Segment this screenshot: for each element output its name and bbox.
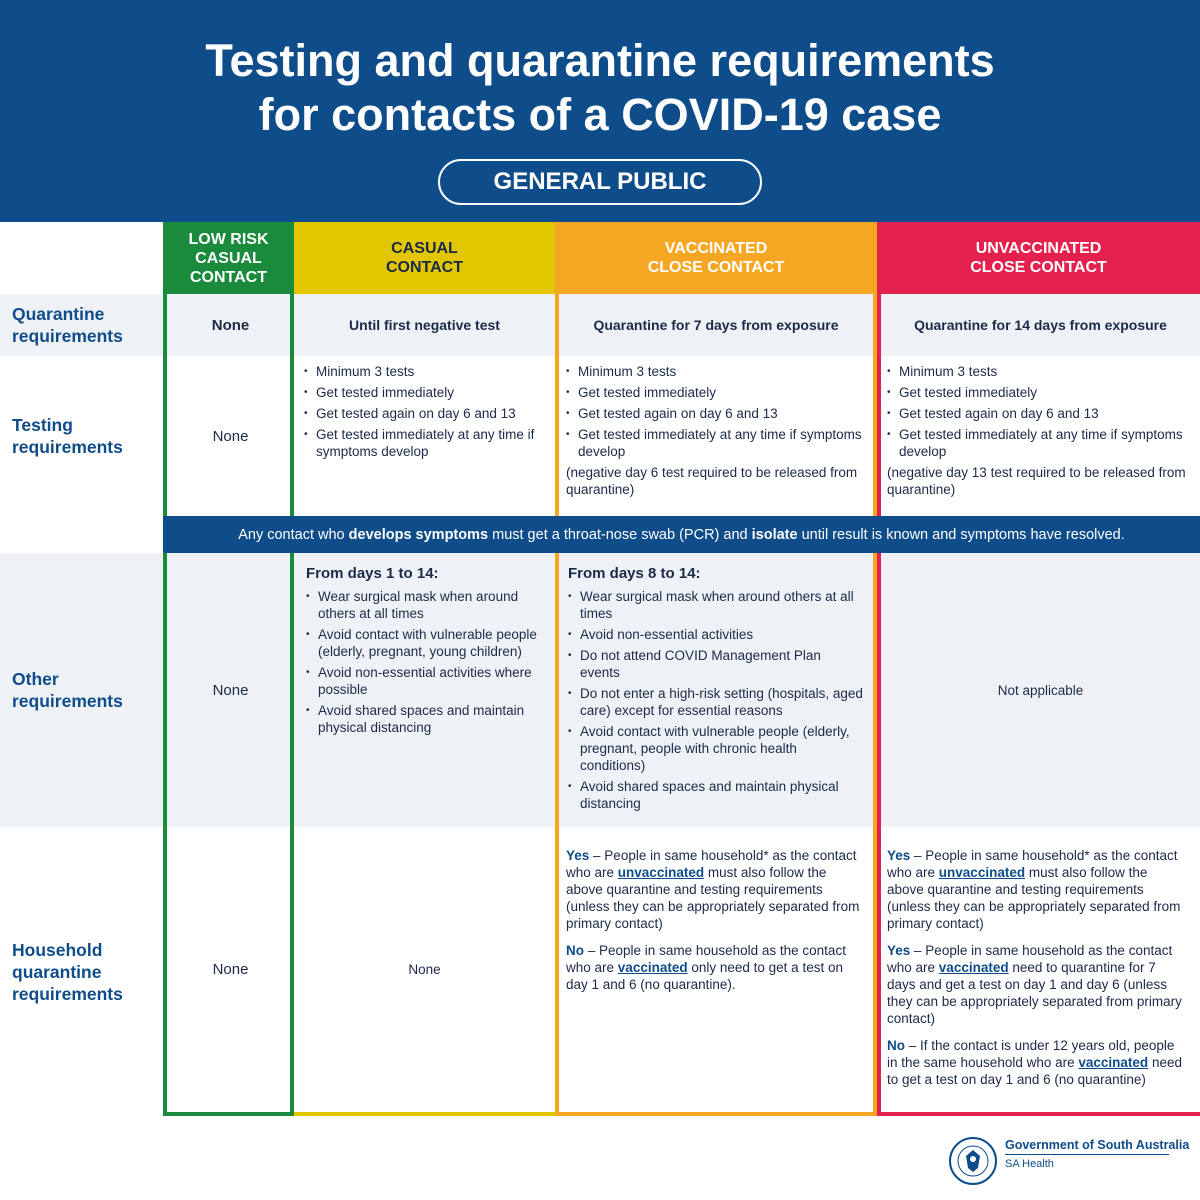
list-item: • Wear surgical mask when around others at all times <box>568 588 864 622</box>
footer-divider <box>1005 1154 1169 1155</box>
cell-other-unvaccinated-close: Not applicable <box>997 682 1084 698</box>
list-item: • Get tested again on day 6 and 13 <box>887 405 1187 422</box>
sa-government-emblem-icon <box>948 1136 998 1186</box>
cell-quarantine-casual: Until first negative test <box>349 316 500 333</box>
cell-quarantine-unvaccinated-close: Quarantine for 14 days from exposure <box>914 316 1167 333</box>
cell-household-vaccinated-close <box>566 847 866 1003</box>
list-item: • Do not attend COVID Management Plan events <box>568 647 864 681</box>
household-rule: Yes – People in same household* as the contact who are unvaccinated must also follow the above quarantine and testing requirements (unless they can be appropriately separated from primary contact) <box>566 848 860 931</box>
cell-testing-unvaccinated-close <box>887 363 1187 498</box>
list-item: • Get tested immediately at any time if symptoms develop <box>566 426 866 460</box>
cell-testing-vaccinated-close <box>566 363 866 498</box>
column-header-unvaccinated-close: UNVACCINATED CLOSE CONTACT <box>877 222 1200 294</box>
household-rule: Yes – People in same household as the contact who are vaccinated need to quarantine for 7 days and get a test on day 1 and day 6 (unless they can be appropriately separated from primary contact) <box>887 943 1182 1026</box>
page-title <box>0 34 1200 142</box>
list-item: • Avoid contact with vulnerable people (elderly, pregnant, young children) <box>306 626 548 660</box>
row-label-testing: Testing requirements <box>12 415 123 457</box>
list-item: • Get tested immediately <box>304 384 549 401</box>
row-label-household: Household quarantine requirements <box>12 939 123 1004</box>
list-item: • Get tested immediately at any time if symptoms develop <box>887 426 1187 460</box>
row-label-quarantine: Quarantine requirements <box>12 304 123 346</box>
row-label-other: Other requirements <box>12 669 123 711</box>
household-rule: No – People in same household as the contact who are vaccinated only need to get a test on day 1 and 6 (no quarantine). <box>566 943 846 992</box>
symptoms-notice: Any contact who develops symptoms must get a throat-nose swab (PCR) and isolate until result is known and symptoms have resolved. <box>163 516 1200 553</box>
list-item: • Get tested again on day 6 and 13 <box>566 405 866 422</box>
cell-other-vaccinated-close <box>568 565 864 816</box>
list-item: • Get tested immediately at any time if symptoms develop <box>304 426 549 460</box>
list-item: • Avoid non-essential activities where possible <box>306 664 548 698</box>
vaccinated-days-heading: From days 8 to 14: <box>568 565 701 582</box>
testing-release-note: (negative day 6 test required to be released from quarantine) <box>566 465 858 497</box>
column-header-vaccinated-close: VACCINATED CLOSE CONTACT <box>555 222 877 294</box>
column-header-low-risk: LOW RISK CASUAL CONTACT <box>163 222 294 294</box>
department-name: SA Health <box>1005 1158 1054 1170</box>
cell-other-low-risk: None <box>212 681 249 699</box>
list-item: • Minimum 3 tests <box>304 363 549 380</box>
list-item: • Minimum 3 tests <box>566 363 866 380</box>
cell-household-unvaccinated-close <box>887 847 1187 1098</box>
list-item: • Avoid non-essential activities <box>568 626 864 643</box>
list-item: • Avoid contact with vulnerable people (elderly, pregnant, people with chronic health conditions) <box>568 723 864 774</box>
list-item: • Get tested again on day 6 and 13 <box>304 405 549 422</box>
casual-days-heading: From days 1 to 14: <box>306 565 439 582</box>
testing-release-note: (negative day 13 test required to be released from quarantine) <box>887 465 1186 497</box>
list-item: • Wear surgical mask when around others at all times <box>306 588 548 622</box>
cell-other-casual <box>306 565 548 740</box>
list-item: • Do not enter a high-risk setting (hospitals, aged care) except for essential reasons <box>568 685 864 719</box>
cell-household-casual: None <box>408 962 441 977</box>
list-item: • Avoid shared spaces and maintain physical distancing <box>306 702 548 736</box>
list-item: • Avoid shared spaces and maintain physical distancing <box>568 778 864 812</box>
cell-quarantine-low-risk: None <box>211 316 250 334</box>
household-rule: Yes – People in same household* as the contact who are unvaccinated must also follow the above quarantine and testing requirements (unless they can be appropriately separated from primary contact) <box>887 848 1181 931</box>
household-rule: No – If the contact is under 12 years old, people in the same household who are vaccinated need to get a test on day 1 and 6 (no quarantine) <box>887 1038 1182 1087</box>
government-name: Government of South Australia <box>1005 1138 1190 1152</box>
cell-testing-casual <box>304 363 549 464</box>
column-header-casual: CASUAL CONTACT <box>294 222 555 294</box>
cell-quarantine-vaccinated-close: Quarantine for 7 days from exposure <box>593 316 839 333</box>
title-line-1: Testing and quarantine requirements <box>205 35 995 86</box>
list-item: • Get tested immediately <box>566 384 866 401</box>
title-line-2: for contacts of a COVID-19 case <box>258 89 942 140</box>
list-item: • Minimum 3 tests <box>887 363 1187 380</box>
list-item: • Get tested immediately <box>887 384 1187 401</box>
audience-badge: GENERAL PUBLIC <box>438 159 762 205</box>
cell-household-low-risk: None <box>212 961 249 978</box>
cell-testing-low-risk: None <box>212 427 249 445</box>
